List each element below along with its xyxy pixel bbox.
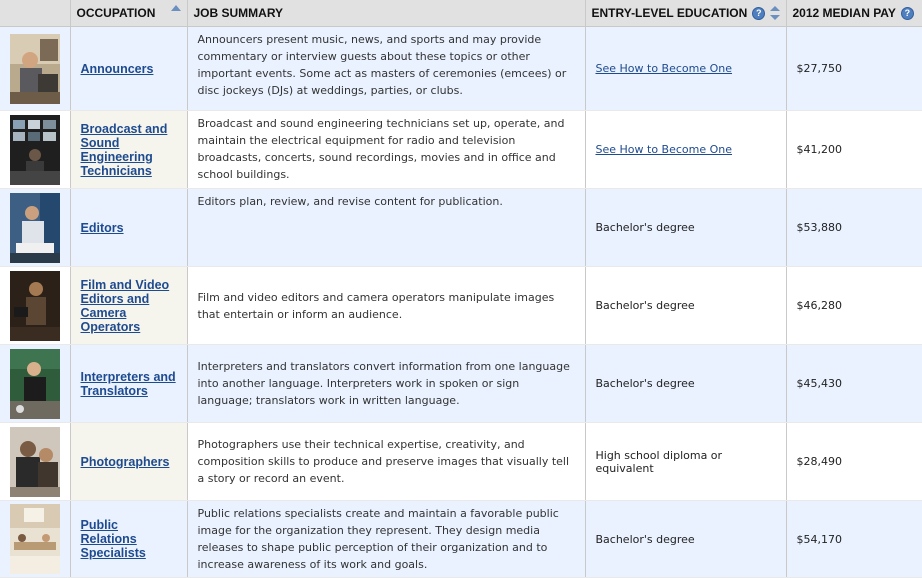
photo-cell [0, 267, 70, 345]
education-cell [585, 111, 786, 189]
photo-cell [0, 501, 70, 578]
occupation-link-public-relations-specialists[interactable]: Public Relations Specialists [80, 518, 146, 560]
summary-cell [187, 345, 585, 423]
table-row [0, 345, 922, 423]
education-text: High school diploma or equivalent [595, 448, 723, 475]
education-text: Bachelor's degree [595, 299, 695, 312]
help-icon[interactable]: ? [752, 7, 765, 20]
education-text: Bachelor's degree [595, 377, 695, 390]
camera-operator-photo-icon[interactable] [10, 271, 60, 341]
education-text: Bachelor's degree [595, 532, 695, 546]
education-cell [585, 501, 786, 578]
sort-toggle-icon[interactable] [770, 6, 780, 20]
job-summary-text: Announcers present music, news, and sports and may provide commentary or interview guests about these topics or other important events. Some act as masters of ceremonies (emcees) or disc jockeys (DJs) at weddings, parties, or clubs. [197, 33, 567, 97]
photo-column-header [0, 0, 70, 27]
announcer-photo-icon[interactable] [10, 34, 60, 104]
summary-cell [187, 267, 585, 345]
photo-cell [0, 423, 70, 501]
job-summary-text: Public relations specialists create and maintain a favorable public image for the organization they represent. They design media releases to shape public perception of their organization and to increase awareness of its work and goals. [197, 507, 559, 571]
occupation-header-label: OCCUPATION [76, 6, 156, 20]
education-cell [585, 267, 786, 345]
editor-photo-icon[interactable] [10, 193, 60, 263]
see-how-to-become-one-link[interactable]: See How to Become One [595, 143, 733, 156]
interpreter-photo-icon[interactable] [10, 349, 60, 419]
occupation-link-film-video-editors[interactable]: Film and Video Editors and Camera Operators [80, 277, 170, 334]
table-row [0, 27, 922, 111]
pay-cell [786, 267, 922, 345]
education-text: Bachelor's degree [595, 221, 695, 234]
sort-asc-icon[interactable] [171, 5, 181, 11]
job-summary-text: Film and video editors and camera operators manipulate images that entertain or inform an audience. [197, 290, 555, 321]
pay-header-label: 2012 MEDIAN PAY [792, 6, 896, 20]
summary-cell [187, 27, 585, 111]
table-row [0, 267, 922, 345]
summary-cell [187, 501, 585, 578]
control-room-photo-icon[interactable] [10, 115, 60, 185]
occupation-cell [70, 423, 187, 501]
job-summary-text: Broadcast and sound engineering technicians set up, operate, and maintain the electrical equipment for radio and television broadcasts, concerts, sound recordings, movies and in office and school buildings. [197, 117, 565, 181]
job-summary-text: Editors plan, review, and revise content for publication. [197, 195, 503, 208]
see-how-to-become-one-link[interactable]: See How to Become One [595, 62, 733, 75]
education-cell [585, 27, 786, 111]
pay-cell [786, 189, 922, 267]
summary-cell [187, 189, 585, 267]
pay-column-header[interactable] [786, 0, 922, 27]
table-row [0, 111, 922, 189]
pay-cell [786, 111, 922, 189]
occupation-link-editors[interactable]: Editors [80, 220, 124, 235]
table-row [0, 423, 922, 501]
table-row [0, 189, 922, 267]
occupation-cell [70, 111, 187, 189]
education-header-label: ENTRY-LEVEL EDUCATION [591, 6, 748, 20]
occupation-cell [70, 501, 187, 578]
occupation-cell [70, 27, 187, 111]
occupation-cell [70, 345, 187, 423]
occupation-link-interpreters-translators[interactable]: Interpreters and Translators [80, 369, 176, 398]
occupation-link-photographers[interactable]: Photographers [80, 454, 170, 469]
occupation-cell [70, 189, 187, 267]
photo-cell [0, 111, 70, 189]
photo-cell [0, 345, 70, 423]
median-pay-value: $28,490 [796, 455, 842, 468]
education-column-header[interactable] [585, 0, 786, 27]
job-summary-header-label: JOB SUMMARY [193, 6, 284, 20]
median-pay-value: $53,880 [796, 221, 842, 234]
table-row [0, 501, 922, 578]
summary-cell [187, 111, 585, 189]
job-summary-text: Interpreters and translators convert information from one language into another language. Interpreters work in spoken or sign language; translators work in written language. [197, 360, 570, 407]
median-pay-value: $45,430 [796, 377, 842, 390]
pay-cell [786, 501, 922, 578]
job-summary-column-header [187, 0, 585, 27]
education-cell [585, 423, 786, 501]
summary-cell [187, 423, 585, 501]
photo-cell [0, 189, 70, 267]
education-cell [585, 345, 786, 423]
photographer-photo-icon[interactable] [10, 427, 60, 497]
median-pay-value: $46,280 [796, 299, 842, 312]
pay-cell [786, 27, 922, 111]
occupation-link-broadcast-sound-engineering[interactable]: Broadcast and Sound Engineering Technicians [80, 121, 168, 178]
table-header-row [0, 0, 922, 27]
photo-cell [0, 27, 70, 111]
median-pay-value: $27,750 [796, 62, 842, 75]
occupation-link-announcers[interactable]: Announcers [80, 61, 154, 76]
pay-cell [786, 345, 922, 423]
pay-cell [786, 423, 922, 501]
median-pay-value: $54,170 [796, 532, 842, 546]
median-pay-value: $41,200 [796, 143, 842, 156]
job-summary-text: Photographers use their technical expertise, creativity, and composition skills to produce and preserve images that visually tell a story or record an event. [197, 438, 570, 485]
occupation-cell [70, 267, 187, 345]
occupation-column-header[interactable] [70, 0, 187, 27]
help-icon[interactable]: ? [901, 7, 914, 20]
pr-meeting-photo-icon[interactable] [10, 504, 60, 574]
education-cell [585, 189, 786, 267]
